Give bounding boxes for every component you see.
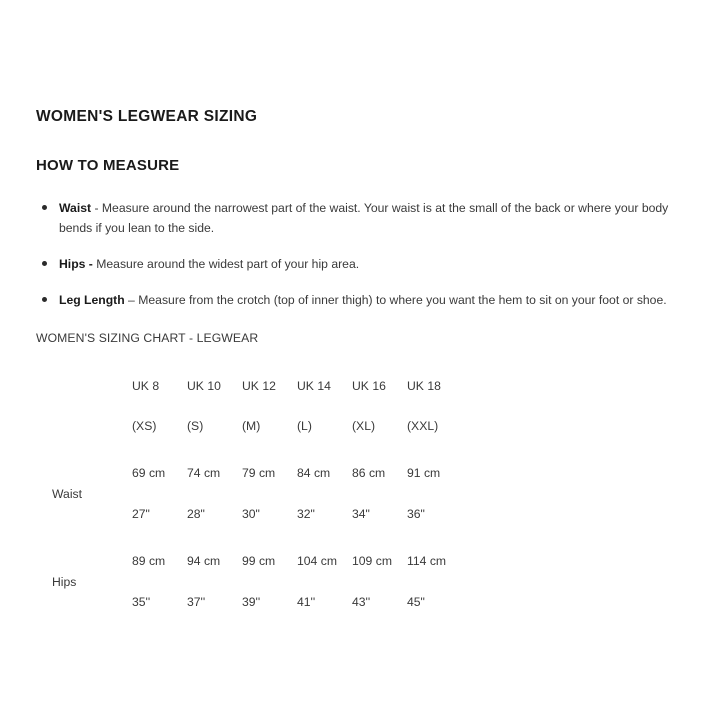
value-cell: 35'' [132, 595, 151, 609]
size-header-cell: UK 18 [407, 378, 441, 393]
value-cell: 79 cm [242, 466, 276, 480]
value-cell: 94 cm [187, 554, 221, 568]
size-subheader-cell: (S) [187, 418, 204, 433]
value-cell: 45" [407, 595, 425, 609]
measure-instructions-list [36, 198, 684, 311]
value-cell: 91 cm [407, 466, 441, 480]
value-cell: 69 cm [132, 466, 166, 480]
value-cell: 27" [132, 507, 150, 521]
value-cell: 41'' [297, 595, 316, 609]
measure-text: Measure from the crotch (top of inner thigh) to where you want the hem to sit on your foot or shoe. [138, 293, 667, 308]
measure-separator: – [124, 293, 139, 308]
value-cell: 43'' [352, 595, 371, 609]
value-cell: 34" [352, 507, 370, 521]
measure-label: Hips - [59, 257, 93, 272]
table-header-row [52, 367, 462, 405]
value-cell: 36" [407, 507, 425, 521]
value-cell: 74 cm [187, 466, 221, 480]
value-cell: 28" [187, 507, 205, 521]
list-item [36, 290, 684, 310]
measure-label: Waist [59, 201, 92, 215]
table-row [52, 541, 462, 582]
table-corner-cell [52, 367, 132, 405]
table-row [52, 453, 462, 494]
value-cell: 114 cm [407, 554, 447, 568]
value-cell: 84 cm [297, 466, 331, 480]
measure-text: Measure around the widest part of your hip area. [96, 257, 360, 272]
list-item [36, 198, 684, 238]
table-corner-cell-empty [52, 405, 132, 447]
sizing-chart-caption: WOMEN'S SIZING CHART - LEGWEAR [36, 330, 259, 345]
size-header-cell: UK 12 [242, 378, 276, 393]
value-cell: 89 cm [132, 554, 166, 568]
measure-text: Measure around the narrowest part of the waist. Your waist is at the small of the back or where your body bends if you lean to the side. [59, 201, 669, 236]
size-header-cell: UK 14 [297, 378, 331, 393]
list-item [36, 254, 684, 274]
measure-separator: - [91, 201, 102, 215]
value-cell: 104 cm [297, 554, 337, 568]
size-subheader-cell: (M) [242, 418, 261, 433]
page-title: WOMEN'S LEGWEAR SIZING [36, 108, 258, 125]
row-label-waist: Waist [52, 486, 83, 501]
size-subheader-cell: (XL) [352, 418, 376, 433]
sizing-table [52, 367, 462, 623]
value-cell: 99 cm [242, 554, 276, 568]
size-header-cell: UK 10 [187, 378, 221, 393]
measure-label: Leg Length [59, 293, 125, 308]
table-subheader-row [52, 405, 462, 447]
size-subheader-cell: (XXL) [407, 418, 439, 433]
size-header-cell: UK 8 [132, 378, 160, 393]
size-subheader-cell: (XS) [132, 418, 157, 433]
value-cell: 30" [242, 507, 260, 521]
value-cell: 39'' [242, 595, 261, 609]
row-label-hips: Hips [52, 574, 77, 589]
size-subheader-cell: (L) [297, 418, 312, 433]
value-cell: 109 cm [352, 554, 392, 568]
value-cell: 32" [297, 507, 315, 521]
size-header-cell: UK 16 [352, 378, 386, 393]
value-cell: 37'' [187, 595, 206, 609]
value-cell: 86 cm [352, 466, 386, 480]
how-to-measure-heading: HOW TO MEASURE [36, 157, 180, 174]
